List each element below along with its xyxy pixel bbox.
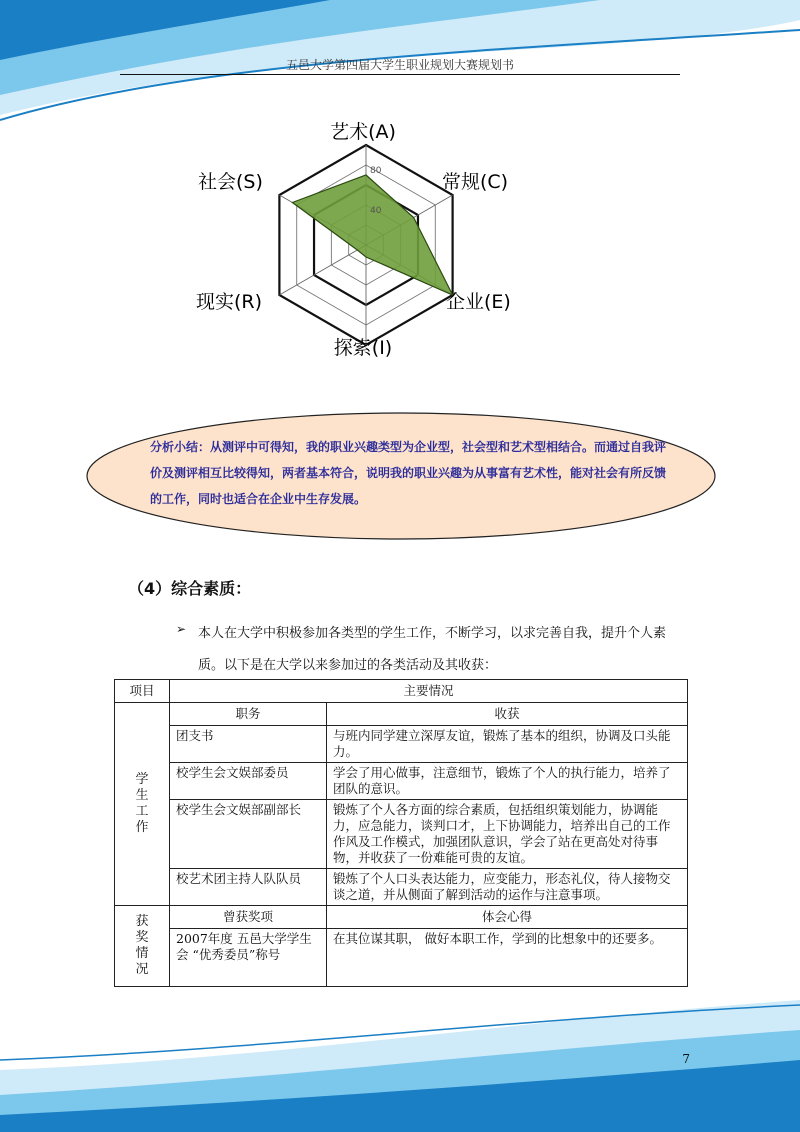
table-row [115,726,688,763]
subheader-role: 职务 [170,703,327,726]
radar-label-enterprising: 企业(E) [446,291,511,313]
gain-cell: 锻炼了个人各方面的综合素质，包括组织策划能力，协调能力，应急能力，谈判口才，上下协调能力，培养出自己的工作作风及工作模式，加强团队意识，学会了站在更高处对待事物，并收获了一份难能可贵的友谊。 [327,800,688,869]
radar-label-realistic: 现实(R) [196,291,263,313]
table-row [115,929,688,987]
role-cell: 校学生会文娱部委员 [170,763,327,800]
radar-label-investigative: 探索(I) [333,337,393,359]
gain-cell: 锻炼了个人口头表达能力，应变能力，形态礼仪，待人接物交谈之道，并从侧面了解到活动的运作与注意事项。 [327,869,688,906]
award-cell: 2007年度 五邑大学学生会 “优秀委员”称号 [170,929,327,987]
radar-label-social: 社会(S) [198,171,263,193]
radar-tick-80: 80 [370,166,382,176]
header-main: 主要情况 [170,680,688,703]
intro-paragraph: 本人在大学中积极参加各类型的学生工作，不断学习，以求完善自我，提升个人素质。以下是在大学以来参加过的各类活动及其收获： [198,626,667,673]
table-row [115,800,688,869]
table-header-row [115,680,688,703]
radar-tick-40: 40 [370,206,382,216]
subheader-award: 曾获奖项 [170,906,327,929]
page-number: 7 [682,1052,690,1066]
radar-label-artistic: 艺术(A) [330,121,396,143]
table-row [115,763,688,800]
work-subheader-row [115,703,688,726]
radar-label-conventional: 常规(C) [442,171,509,193]
header-project: 项目 [115,680,170,703]
role-cell: 团支书 [170,726,327,763]
work-group-label: 学生工作 [115,703,170,906]
role-cell: 校艺术团主持人队队员 [170,869,327,906]
feeling-cell: 在其位谋其职， 做好本职工作，学到的比想象中的还要多。 [327,929,688,987]
table-row [115,869,688,906]
summary-text: 分析小结：从测评中可得知，我的职业兴趣类型为企业型，社会型和艺术型相结合。而通过自我评价及测评相互比较得知，两者基本符合，说明我的职业兴趣为从事富有艺术性，能对社会有所反馈的工作，同时也适合在企业中生存发展。 [150,440,667,506]
award-subheader-row [115,906,688,929]
quality-table [114,679,688,987]
header-title: 五邑大学第四届大学生职业规划大赛规划书 [285,58,514,72]
subheader-feeling: 体会心得 [327,906,688,929]
award-group-label: 获奖情况 [115,906,170,987]
bullet-arrow-icon: ➢ [176,622,187,636]
gain-cell: 与班内同学建立深厚友谊，锻炼了基本的组织，协调及口头能力。 [327,726,688,763]
subheader-gain: 收获 [327,703,688,726]
radar-axis-line [279,245,366,295]
bottom-wave-decoration [0,1000,800,1132]
section-heading: （4）综合素质： [128,579,252,598]
role-cell: 校学生会文娱部副部长 [170,800,327,869]
gain-cell: 学会了用心做事，注意细节，锻炼了个人的执行能力，培养了团队的意识。 [327,763,688,800]
interest-radar-chart [180,110,560,370]
header-rule [120,74,680,75]
